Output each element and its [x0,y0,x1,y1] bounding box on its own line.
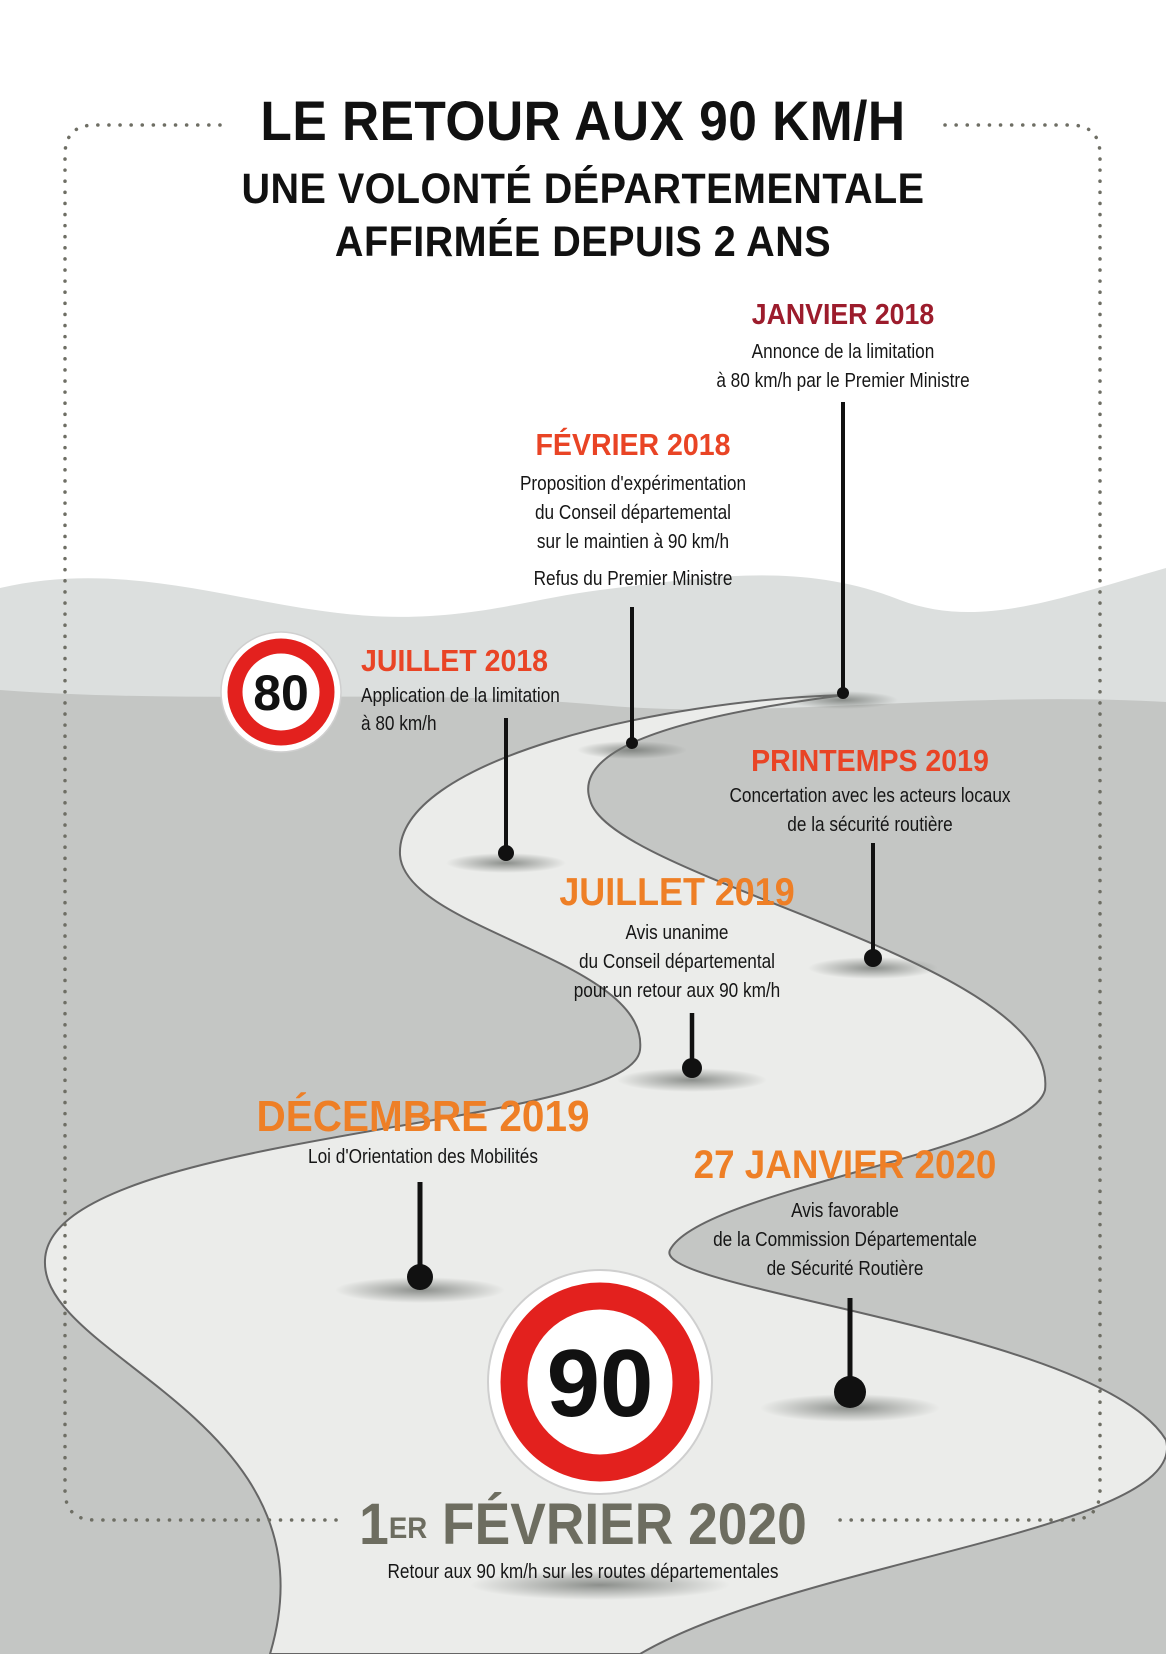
event-desc-line: du Conseil départemental [578,950,775,973]
final-date-sup: ER [388,1512,428,1545]
pin-head [834,1376,866,1408]
event-desc-extra: Refus du Premier Ministre [533,568,733,591]
event-date: DÉCEMBRE 2019 [256,1092,590,1141]
event-date: 27 JANVIER 2020 [693,1143,997,1187]
pin-head [498,845,514,861]
event-date: PRINTEMPS 2019 [751,743,989,778]
event-date: JANVIER 2018 [751,299,935,331]
event-janvier-2018 [643,300,1043,396]
event-desc-line: sur le maintien à 90 km/h [536,531,730,554]
event-fevrier-2018 [433,428,833,594]
pin-head [626,737,638,749]
event-desc-line: Annonce de la limitation [751,340,935,363]
event-desc-line: Avis unanime [625,921,729,944]
sign-80-label: 80 [253,665,309,721]
sign-90-label: 90 [546,1330,654,1437]
event-desc-line: de Sécurité Routière [766,1258,924,1280]
page-subtitle-line2: AFFIRMÉE DEPUIS 2 ANS [334,218,832,266]
pin-head [837,687,849,699]
speed-sign-80 [221,632,341,752]
final-date [307,1494,859,1556]
event-date: FÉVRIER 2018 [535,427,731,462]
event-desc-line: Proposition d'expérimentation [519,473,747,496]
event-desc-line: pour un retour aux 90 km/h [573,979,781,1002]
event-juillet-2018 [361,644,661,738]
final-date-rest: FÉVRIER 2020 [442,1492,807,1557]
event-desc-line: à 80 km/h [361,713,437,736]
pin-head [407,1264,433,1290]
final-date-day: 1 [359,1492,389,1557]
pin-head [682,1058,702,1078]
final-milestone [283,1494,883,1587]
event-desc-line: Concertation avec les acteurs locaux [729,785,1011,808]
event-27-janvier-2020 [645,1143,1045,1284]
final-desc: Retour aux 90 km/h sur les routes départementales [387,1561,779,1583]
speed-sign-90 [488,1270,712,1494]
event-desc-line: de la Commission Départementale [713,1229,977,1251]
event-decembre-2019 [223,1093,623,1172]
event-date: JUILLET 2018 [361,643,549,678]
event-desc-line: de la sécurité routière [787,814,953,837]
event-desc-line: à 80 km/h par le Premier Ministre [716,369,970,392]
page-title: LE RETOUR AUX 90 KM/H [260,89,906,152]
page-subtitle-line1: UNE VOLONTÉ DÉPARTEMENTALE [241,165,925,213]
event-desc-line: du Conseil départemental [534,502,731,525]
event-desc-line: Loi d'Orientation des Mobilités [308,1146,538,1169]
event-printemps-2019 [670,744,1070,840]
event-juillet-2019 [477,872,877,1006]
event-date: JUILLET 2019 [559,871,795,914]
event-desc-line: Avis favorable [791,1200,899,1222]
event-desc-line: Application de la limitation [361,685,560,708]
